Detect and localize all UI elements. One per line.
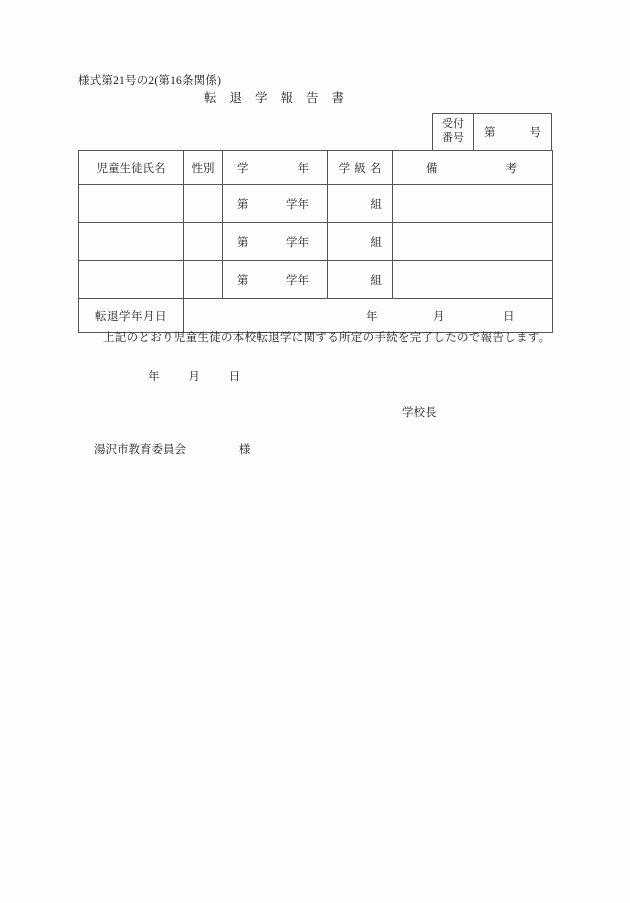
addressee-honorific: 様	[238, 444, 251, 456]
table-row	[79, 223, 553, 261]
receipt-number-field[interactable]	[474, 114, 551, 150]
cell-student-name[interactable]	[79, 185, 184, 223]
receipt-number-box	[432, 113, 552, 150]
cell-note[interactable]	[393, 185, 553, 223]
receipt-label-line1: 受付	[442, 118, 464, 131]
header-note	[393, 151, 553, 185]
receipt-prefix: 第	[484, 127, 496, 139]
signature-date-year: 年	[148, 371, 160, 383]
class-suffix: 組	[370, 236, 382, 249]
transfer-date-year: 年	[366, 310, 378, 323]
class-suffix: 組	[370, 274, 382, 287]
signature-date-line[interactable]	[148, 368, 240, 384]
header-grade-right: 年	[297, 162, 309, 175]
table-header-row	[79, 151, 553, 185]
receipt-suffix: 号	[529, 127, 541, 139]
cell-class[interactable]	[328, 223, 393, 261]
cell-sex[interactable]	[184, 185, 223, 223]
table-row	[79, 261, 553, 299]
statement-text: 上記のとおり児童生徒の本校転退学に関する所定の手続を完了したので報告します。	[103, 332, 551, 344]
cell-grade[interactable]	[223, 261, 328, 299]
cell-grade[interactable]	[223, 223, 328, 261]
student-table	[78, 150, 553, 333]
signature-date-month: 月	[188, 371, 200, 383]
addressee-line	[94, 441, 250, 457]
addressee-name: 湯沢市教育委員会	[94, 444, 186, 456]
header-class-name: 学級名	[328, 151, 393, 185]
header-note-right: 考	[505, 162, 517, 175]
grade-prefix: 第	[237, 236, 249, 249]
class-suffix: 組	[370, 198, 382, 211]
grade-prefix: 第	[237, 274, 249, 287]
transfer-date-field[interactable]	[184, 299, 553, 333]
transfer-date-label: 転退学年月日	[79, 299, 184, 333]
cell-sex[interactable]	[184, 261, 223, 299]
grade-suffix: 学年	[286, 198, 309, 211]
cell-class[interactable]	[328, 185, 393, 223]
principal-title: 学校長	[402, 407, 437, 419]
cell-note[interactable]	[393, 261, 553, 299]
header-note-left: 備	[426, 162, 438, 175]
transfer-date-row	[79, 299, 553, 333]
cell-student-name[interactable]	[79, 261, 184, 299]
page-title: 転退学報告書	[204, 91, 358, 105]
receipt-label-line2: 番号	[442, 132, 464, 144]
cell-note[interactable]	[393, 223, 553, 261]
header-sex: 性別	[184, 151, 223, 185]
header-grade	[223, 151, 328, 185]
signature-date-day: 日	[228, 371, 241, 383]
header-student-name: 児童生徒氏名	[79, 151, 184, 185]
table-row	[79, 185, 553, 223]
form-number: 様式第21号の2(第16条関係)	[78, 75, 222, 87]
grade-suffix: 学年	[286, 236, 309, 249]
cell-sex[interactable]	[184, 223, 223, 261]
receipt-number-label	[433, 114, 474, 150]
transfer-date-month: 月	[433, 310, 445, 323]
transfer-date-day: 日	[503, 310, 515, 323]
cell-student-name[interactable]	[79, 223, 184, 261]
cell-grade[interactable]	[223, 185, 328, 223]
grade-prefix: 第	[237, 198, 249, 211]
cell-class[interactable]	[328, 261, 393, 299]
header-grade-left: 学	[237, 162, 249, 175]
grade-suffix: 学年	[286, 274, 309, 287]
